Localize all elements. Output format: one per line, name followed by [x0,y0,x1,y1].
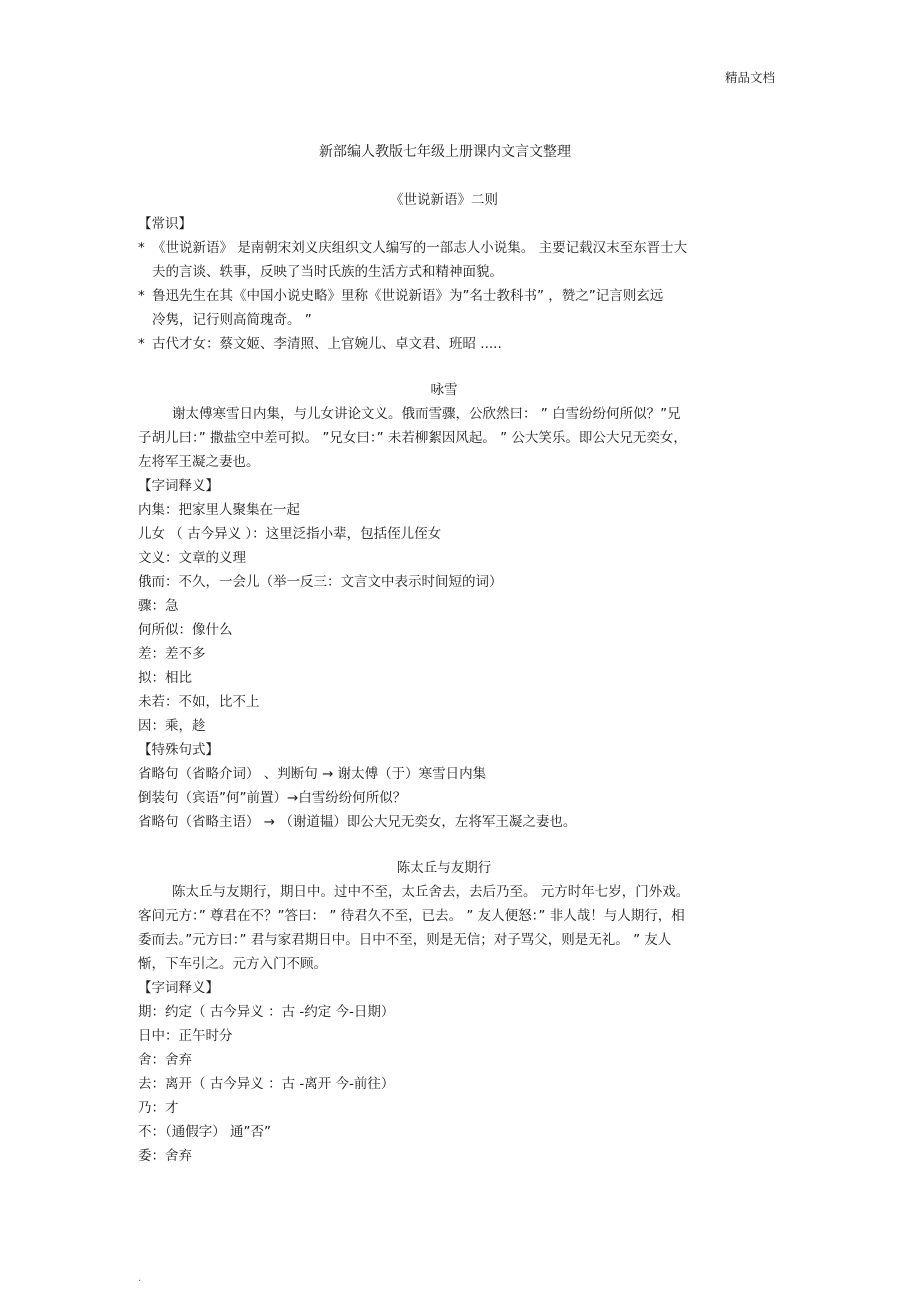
definition-line: 俄而：不久，一会儿（举一反三：文言文中表示时间短的词） [138,574,503,590]
bullet-star: * [138,288,145,304]
definition-line: 何所似：像什么 [138,622,233,638]
bullet-item [138,284,786,332]
header-mark: 精品文档 [725,70,776,85]
changshi-label: 【常识】 [138,216,192,232]
definition-line: 骤：急 [138,598,179,614]
definition-line: 儿女 （ 古今异义 ）：这里泛指小辈，包括侄儿侄女 [138,526,442,542]
bullet-line: 古代才女：蔡文姬、李清照、上官婉儿、卓文君、班昭 ..... [152,336,502,352]
sentence-pattern-line: 倒装句（宾语”何”前置）→白雪纷纷何所似？ [138,790,407,806]
definition-line: 期：约定（ 古今异义 ：古 -约定 今-日期） [138,1004,395,1020]
ziyi-label: 【字词释义】 [138,980,219,996]
definition-line: 舍：舍弃 [138,1052,192,1068]
bullet-item [138,236,786,284]
passage-line: 左将军王凝之妻也。 [138,454,260,470]
bullet-line: 冷隽，记行则高简瑰奇。 ” [152,312,312,328]
definition-line: 内集：把家里人聚集在一起 [138,502,300,518]
definition-line: 去：离开（ 古今异义 ：古 -离开 今-前往） [138,1076,395,1092]
document-title: 新部编人教版七年级上册课内文言文整理 [319,144,571,160]
definition-line: 拟：相比 [138,670,192,686]
passage-line: 惭，下车引之。元方入门不顾。 [138,956,327,972]
definition-line: 委：舍弃 [138,1148,192,1164]
bullet-star: * [138,336,145,352]
passage-line: 陈太丘与友期行，期日中。过中不至，太丘舍去，去后乃至。 元方时年七岁，门外戏。 [172,884,690,900]
definition-line: 乃：才 [138,1100,179,1116]
sentence-pattern-line: 省略句（省略介词） 、判断句 → 谢太傅（于）寒雪日内集 [138,766,487,782]
bullet-item [138,332,786,356]
sentence-pattern-line: 省略句（省略主语） → （谢道韫）即公大兄无奕女，左将军王凝之妻也。 [138,814,577,830]
section-title-shishuo: 《世说新语》二则 [390,192,498,208]
bullet-star: * [138,240,145,256]
definition-line: 因：乘，趁 [138,718,206,734]
bullet-line: 鲁迅先生在其《中国小说史略》里称《世说新语》为”名士教科书” ，赞之”记言则玄远 [152,288,664,304]
bullet-line: 夫的言谈、轶事，反映了当时氏族的生活方式和精神面貌。 [152,264,503,280]
section-title-yongxue: 咏雪 [430,382,458,398]
ziyi-label: 【字词释义】 [138,478,219,494]
definition-line: 不：（通假字） 通”否” [138,1124,272,1140]
section-title-chentaiqiu: 陈太丘与友期行 [396,860,492,876]
passage-line: 委而去。”元方曰：” 君与家君期日中。日中不至，则是无信；对子骂父，则是无礼。 ” 友人 [138,932,672,948]
footer-dot: . [138,1273,142,1284]
definition-line: 日中：正午时分 [138,1028,233,1044]
passage-line: 客问元方：” 尊君在不？”答曰： ” 待君久不至，已去。 ” 友人便怒：” 非人哉！与人期行，相 [138,908,685,924]
jushi-label: 【特殊句式】 [138,742,219,758]
definition-line: 差：差不多 [138,646,206,662]
definition-line: 未若：不如，比不上 [138,694,260,710]
passage-line: 子胡儿曰：” 撒盐空中差可拟。 ”兄女曰：” 未若柳絮因风起。 ” 公大笑乐。即公大兄无奕女， [138,430,687,446]
passage-line: 谢太傅寒雪日内集，与儿女讲论文义。俄而雪骤，公欣然曰： ” 白雪纷纷何所似？”兄 [172,406,681,422]
document-body [138,188,786,1168]
bullet-line: 《世说新语》 是南朝宋刘义庆组织文人编写的一部志人小说集。 主要记载汉末至东晋士大 [152,240,688,256]
definition-line: 文义：文章的义理 [138,550,246,566]
